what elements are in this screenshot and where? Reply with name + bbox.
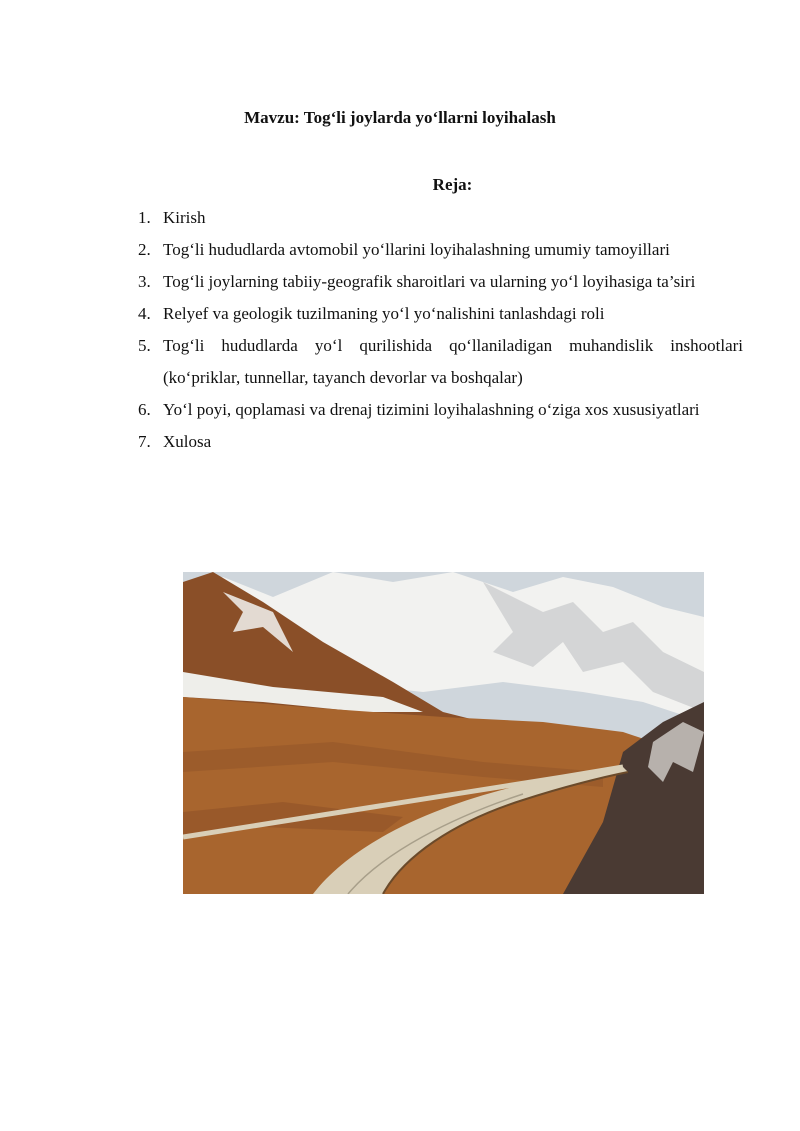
plan-item-text: Tog‘li hududlarda yo‘l qurilishida qo‘llaniladigan muhandislik inshootlari (ko‘priklar, tunnellar, tayanch devorlar va boshqalar) xyxy=(163,336,743,387)
plan-item-number: 5. xyxy=(138,336,151,355)
plan-item xyxy=(138,234,743,266)
plan-item xyxy=(138,298,743,330)
plan-item xyxy=(138,266,743,298)
plan-item-number: 4. xyxy=(138,304,151,323)
document-title: Mavzu: Tog‘li joylarda yo‘llarni loyihalash xyxy=(244,108,556,127)
plan-item-number: 6. xyxy=(138,400,151,419)
plan-item-text: Xulosa xyxy=(163,432,212,451)
plan-item-number: 2. xyxy=(138,240,151,259)
mountain-road-photo xyxy=(183,572,704,894)
plan-item xyxy=(138,426,743,458)
plan-item xyxy=(138,330,743,394)
plan-heading: Reja: xyxy=(432,175,473,194)
plan-item-text: Kirish xyxy=(163,208,206,227)
plan-item-number: 1. xyxy=(138,208,151,227)
mountain-road-illustration xyxy=(183,572,704,894)
plan-item xyxy=(138,394,743,426)
plan-item-text: Tog‘li hududlarda avtomobil yo‘llarini loyihalashning umumiy tamoyillari xyxy=(163,240,670,259)
plan-item-number: 3. xyxy=(138,272,151,291)
plan-list xyxy=(138,202,743,458)
plan-item xyxy=(138,202,743,234)
plan-item-text: Relyef va geologik tuzilmaning yo‘l yo‘nalishini tanlashdagi roli xyxy=(163,304,605,323)
plan-item-text: Tog‘li joylarning tabiiy-geografik sharoitlari va ularning yo‘l loyihasiga ta’siri xyxy=(163,272,696,291)
plan-item-number: 7. xyxy=(138,432,151,451)
plan-item-text: Yo‘l poyi, qoplamasi va drenaj tizimini loyihalashning o‘ziga xos xususiyatlari xyxy=(163,400,700,419)
